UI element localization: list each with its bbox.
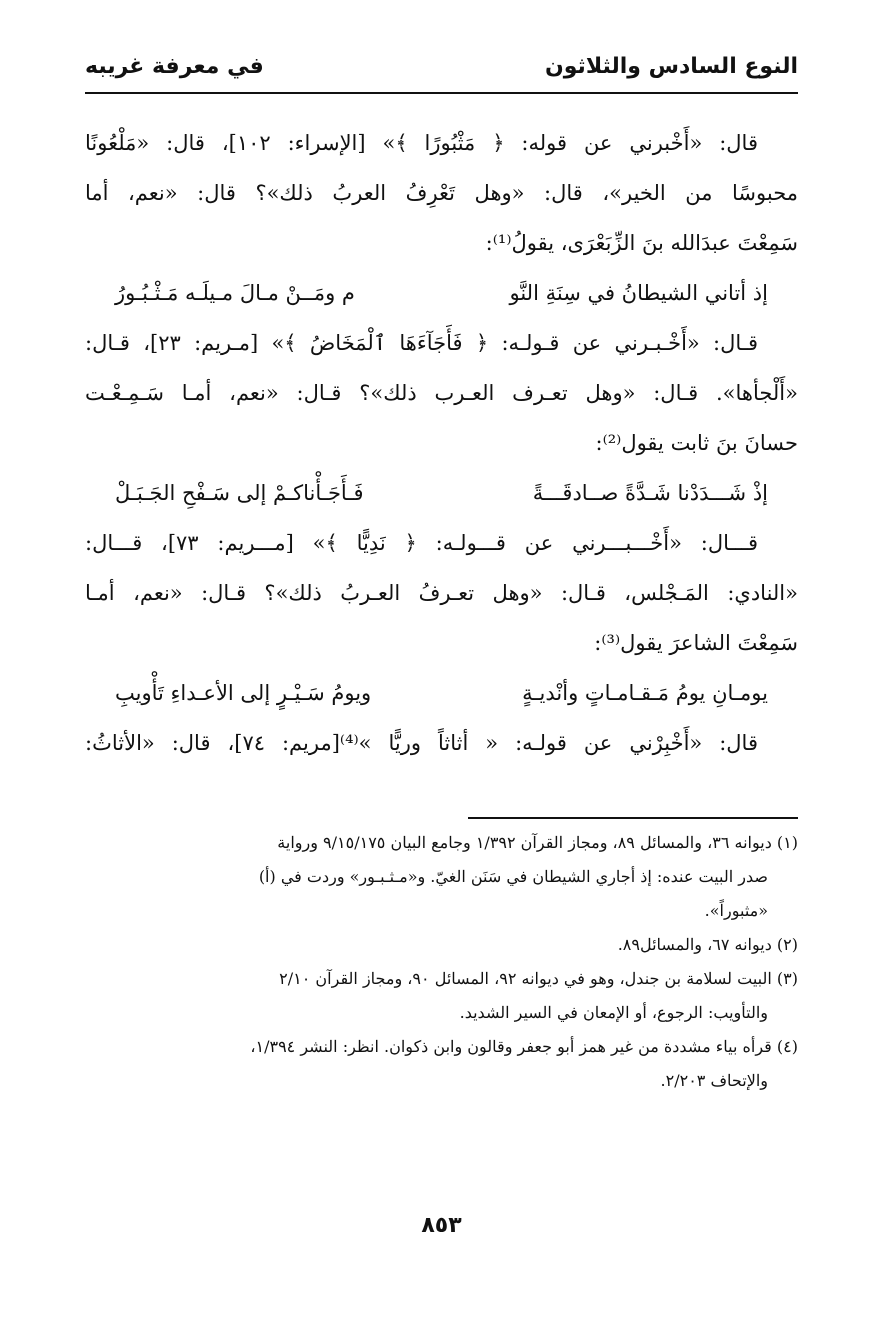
- main-text: [85, 118, 798, 768]
- footnote-2-line: (٢) ديوانه ٦٧، والمسائل٨٩.: [617, 935, 798, 954]
- verse-second-hemistich: فَـأَجَـأْناكـمْ إلى سَـفْحِ الجَـبَـلْ: [115, 481, 364, 505]
- verse-second-hemistich: م ومَــنْ مـالَ مـيلَـه مَـثْـبُـورُ: [115, 281, 355, 305]
- paragraph-line: قال: «أَخْبرني عن قوله: ﴿ مَثْبُورًا ﴾» [الإسراء: ١٠٢]، قال: «مَلْعُونًا: [85, 131, 758, 155]
- poetry-verse: [85, 668, 798, 718]
- footnote-1-line: «مثبوراً».: [704, 901, 768, 920]
- paragraph-line: محبوسًا من الخير»، قال: «وهل تَعْرِفُ العربُ ذلك»؟ قال: «نعم، أما: [85, 181, 798, 205]
- chapter-title: النوع السادس والثلاثون: [544, 54, 798, 79]
- footnote-3-line: والتأويب: الرجوع، أو الإمعان في السير الشديد.: [459, 1003, 768, 1022]
- footnote-1-line: (١) ديوانه ٣٦، والمسائل ٨٩، ومجاز القرآن ١/٣٩٢ وجامع البيان ٩/١٥/١٧٥ ورواية: [277, 833, 798, 852]
- footnote-4-line: (٤) قرأه بياء مشددة من غير همز أبو جعفر وقالون وابن ذكوان. انظر: النشر ١/٣٩٤،: [250, 1037, 798, 1056]
- footnote-divider: [468, 817, 798, 819]
- verse-first-hemistich: إذْ شَـــدَدْنا شَـدَّةً صــادقَـــةً: [532, 481, 768, 505]
- footnotes: [85, 826, 798, 1098]
- paragraph-line: حسانَ بنَ ثابت يقول⁽²⁾:: [595, 431, 798, 455]
- poetry-verse: [85, 268, 798, 318]
- paragraph-line: سَمِعْتَ عبدَالله بنَ الزِّبَعْرَى، يقولُ⁽¹⁾:: [485, 231, 798, 255]
- paragraph-line: قـال: «أَخْـبـرني عن قـولـه: ﴿ فَأَجَآءَهَا ٱلْمَخَاضُ ﴾» [مـريم: ٢٣]، قـال:: [85, 331, 758, 355]
- footnote-3-line: (٣) البيت لسلامة بن جندل، وهو في ديوانه ٩٢، المسائل ٩٠، ومجاز القرآن ٢/١٠: [279, 969, 798, 988]
- verse-second-hemistich: ويومُ سَـيْـرٍ إلى الأعـداءِ تَأْويبِ: [115, 681, 372, 705]
- running-header: [85, 50, 798, 90]
- page-number: ٨٥٣: [421, 1213, 462, 1238]
- verse-first-hemistich: إذ أتاني الشيطانُ في سِنَةِ النَّو: [509, 281, 768, 305]
- paragraph-line: قال: «أَخْبِرْني عن قولـه: « أثاثاً وريًّا »⁽⁴⁾[مريم: ٧٤]، قال: «الأثاثُ:: [85, 731, 758, 755]
- header-divider: [85, 92, 798, 94]
- footnote-4-line: والإتحاف ٢/٢٠٣.: [660, 1071, 768, 1090]
- paragraph-line: «أَلْجأها». قـال: «وهل تعـرف العـرب ذلك»؟ قـال: «نعم، أمـا سَـمِـعْـت: [85, 381, 798, 405]
- paragraph-line: قـــال: «أَخْـــبـــرني عن قـــولـه: ﴿ نَدِيًّا ﴾» [مـــريم: ٧٣]، قـــال:: [85, 531, 758, 555]
- paragraph-line: سَمِعْتَ الشاعرَ يقول⁽³⁾:: [594, 631, 798, 655]
- poetry-verse: [85, 468, 798, 518]
- paragraph-line: «النادي: المَـجْلس، قـال: «وهل تعـرفُ العـربُ ذلك»؟ قـال: «نعم، أمـا: [85, 581, 798, 605]
- footnote-1-line: صدر البيت عنده: إذ أجاري الشيطان في سَنَن الغيّ. و«مـثـبـور» وردت في (أ): [258, 867, 768, 886]
- verse-first-hemistich: يومـانِ يومُ مَـقـامـاتٍ وأنْديـةٍ: [522, 681, 768, 705]
- section-title: في معرفة غريبه: [85, 54, 264, 79]
